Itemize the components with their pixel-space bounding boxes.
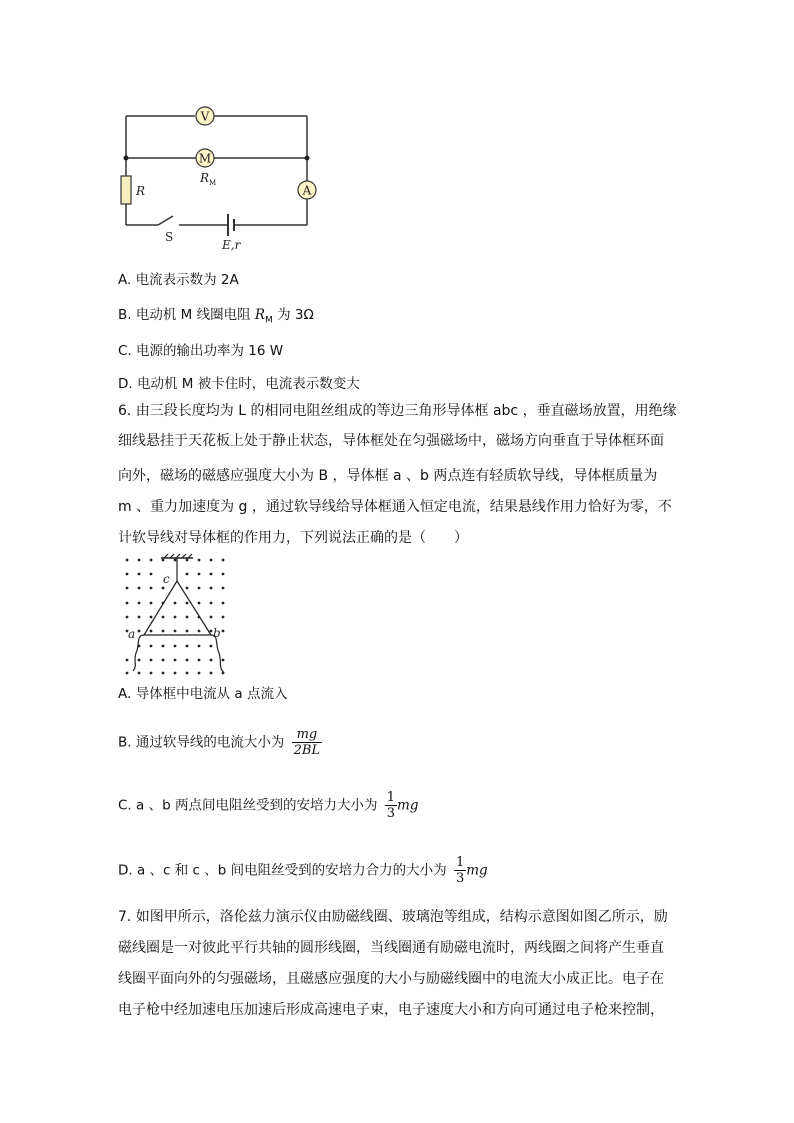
svg-text:R: R xyxy=(200,171,210,185)
q6-stem-line-4: m 、重力加速度为 g ，通过软导线给导体框通入恒定电流，结果悬线作用力恰好为零，不 xyxy=(118,499,672,515)
svg-text:A: A xyxy=(302,183,312,198)
svg-text:c: c xyxy=(163,572,170,586)
svg-text:M: M xyxy=(198,151,212,166)
q5-option-d: D. 电动机 M 被卡住时，电流表示数变大 xyxy=(118,376,360,392)
q6-option-d: D. a 、c 和 c 、b 间电阻丝受到的安培力合力的大小为 $\frac{1}{3}$ mg xyxy=(118,855,488,886)
triangle-magnetic-field-figure xyxy=(118,553,238,678)
svg-text:E,r: E,r xyxy=(222,238,241,252)
q5-option-c: C. 电源的输出功率为 16 W xyxy=(118,343,284,359)
q6-option-a: A. 导体框中电流从 a 点流入 xyxy=(118,686,288,702)
svg-text:b: b xyxy=(213,626,221,640)
q5-option-b: B. 电动机 M 线圈电阻 $R_M$ 为 3Ω xyxy=(118,307,314,326)
svg-text:a: a xyxy=(128,627,136,641)
svg-text:M: M xyxy=(209,179,217,187)
fraction-one-third: $\frac{1}{3}$ xyxy=(386,790,396,821)
q6-stem-line-2: 细线悬挂于天花板上处于静止状态，导体框处在匀强磁场中，磁场方向垂直于导体框环面 xyxy=(118,433,664,449)
svg-text:S: S xyxy=(165,230,174,244)
q6-stem-line-1: 6. 由三段长度均为 L 的相同电阻丝组成的等边三角形导体框 abc ，垂直磁场放置，用绝缘 xyxy=(118,403,677,419)
svg-text:R: R xyxy=(136,184,146,198)
q6-stem-line-5: 计软导线对导体框的作用力，下列说法正确的是（ ） xyxy=(118,530,468,546)
q7-stem-line-2: 磁线圈是一对彼此平行共轴的圆形线圈，当线圈通有励磁电流时，两线圈之间将产生垂直 xyxy=(118,940,664,956)
svg-text:V: V xyxy=(200,109,210,124)
q6-option-c: C. a 、b 两点间电阻丝受到的安培力大小为 $\frac{1}{3}$ mg xyxy=(118,790,419,821)
q6-stem-line-3: 向外，磁场的磁感应强度大小为 B ，导体框 a 、b 两点连有轻质软导线，导体框质量为 xyxy=(118,468,658,484)
q7-stem-line-4: 电子枪中经加速电压加速后形成高速电子束，电子速度大小和方向可通过电子枪来控制， xyxy=(118,1002,664,1018)
fraction-one-third: $\frac{1}{3}$ xyxy=(455,855,465,886)
q7-stem-line-1: 7. 如图甲所示，洛伦兹力演示仪由励磁线圈、玻璃泡等组成，结构示意图如图乙所示，励 xyxy=(118,909,668,925)
circuit-diagram xyxy=(110,100,330,260)
q5-option-a: A. 电流表示数为 2A xyxy=(118,272,239,288)
fraction-mg-over-2bl: $\frac{mg}{2BL}$ xyxy=(293,727,321,758)
q6-option-b: B. 通过软导线的电流大小为 $\frac{mg}{2BL}$ xyxy=(118,727,321,758)
q7-stem-line-3: 线圈平面向外的匀强磁场，且磁感应强度的大小与励磁线圈中的电流大小成正比。电子在 xyxy=(118,971,664,987)
